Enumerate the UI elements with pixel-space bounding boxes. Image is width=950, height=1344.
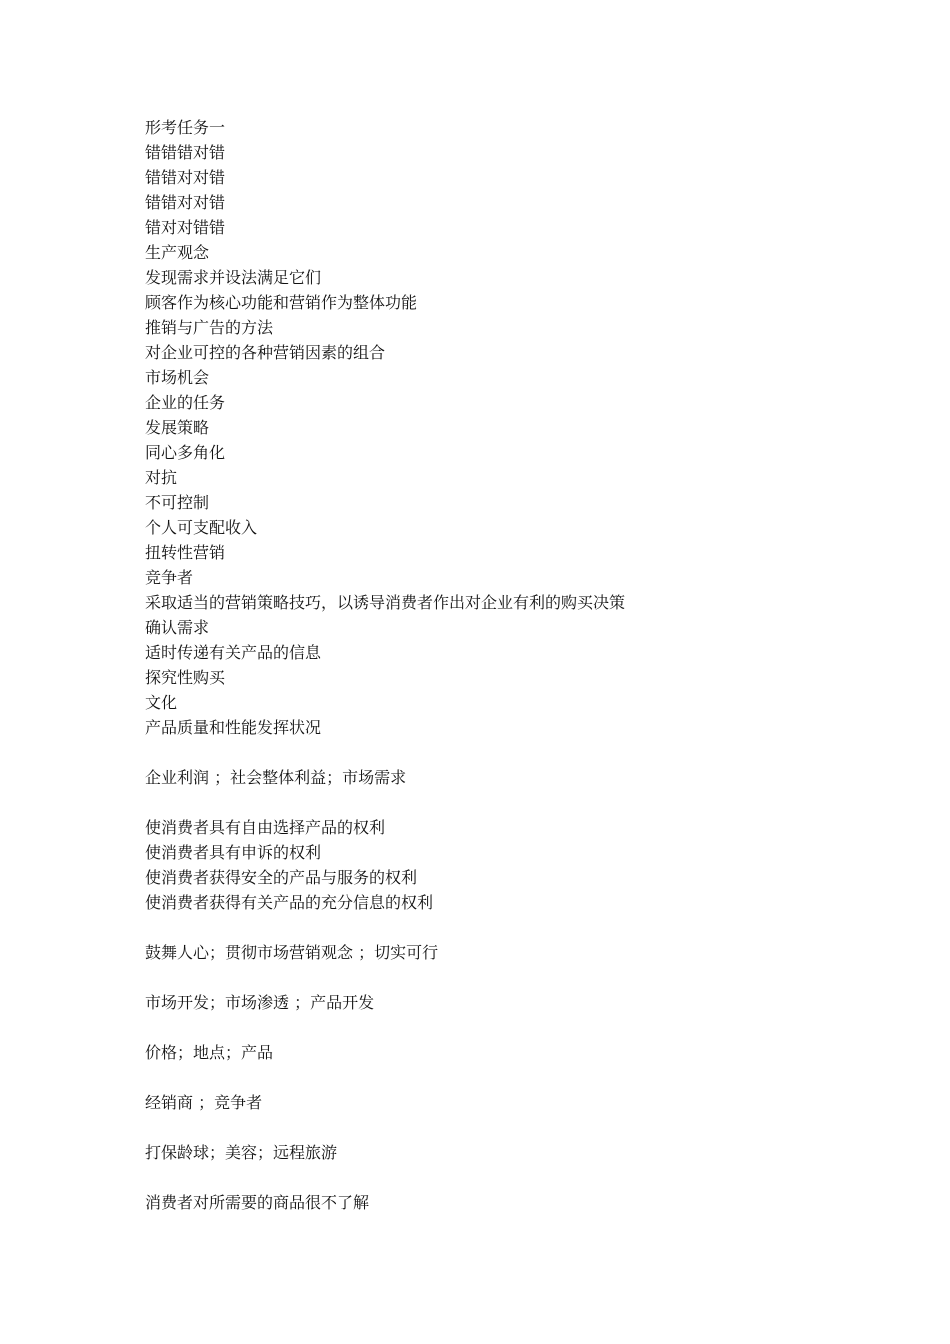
blank-line (145, 1065, 905, 1090)
text-line: 对企业可控的各种营销因素的组合 (145, 343, 386, 362)
text-line: 顾客作为核心功能和营销作为整体功能 (145, 293, 418, 312)
blank-line (145, 1165, 905, 1190)
text-line: 竞争者 (145, 568, 194, 587)
text-line: 不可控制 (145, 493, 210, 512)
blank-line (145, 740, 905, 765)
blank-line (145, 965, 905, 990)
text-line: 错错错对错 (145, 143, 226, 162)
text-line: 生产观念 (145, 243, 210, 262)
text-line: 对抗 (145, 468, 178, 487)
blank-line (145, 1115, 905, 1140)
text-line: 个人可支配收入 (145, 518, 258, 537)
text-line: 使消费者具有申诉的权利 (145, 843, 322, 862)
text-line: 使消费者获得有关产品的充分信息的权利 (145, 893, 434, 912)
text-line: 错对对错错 (145, 218, 226, 237)
document-body (145, 115, 905, 1215)
text-line: 发展策略 (145, 418, 210, 437)
text-line: 错错对对错 (145, 193, 226, 212)
text-line: 鼓舞人心；贯彻市场营销观念 ；切实可行 (145, 943, 439, 962)
text-line: 经销商 ；竞争者 (145, 1093, 263, 1112)
text-line: 采取适当的营销策略技巧，以诱导消费者作出对企业有利的购买决策 (145, 593, 626, 612)
blank-line (145, 790, 905, 815)
text-line: 打保龄球；美容；远程旅游 (145, 1143, 338, 1162)
text-line: 企业利润 ；社会整体利益；市场需求 (145, 768, 407, 787)
text-line: 产品质量和性能发挥状况 (145, 718, 322, 737)
text-line: 推销与广告的方法 (145, 318, 274, 337)
text-line: 文化 (145, 693, 178, 712)
text-line: 市场机会 (145, 368, 210, 387)
text-line: 探究性购买 (145, 668, 226, 687)
blank-line (145, 1015, 905, 1040)
text-line: 扭转性营销 (145, 543, 226, 562)
document-title: 形考任务一 (145, 118, 226, 137)
text-line: 企业的任务 (145, 393, 226, 412)
text-line: 错错对对错 (145, 168, 226, 187)
text-line: 价格；地点；产品 (145, 1043, 274, 1062)
text-line: 消费者对所需要的商品很不了解 (145, 1193, 370, 1212)
text-line: 市场开发；市场渗透 ；产品开发 (145, 993, 375, 1012)
blank-line (145, 915, 905, 940)
text-line: 适时传递有关产品的信息 (145, 643, 322, 662)
text-line: 发现需求并设法满足它们 (145, 268, 322, 287)
text-line: 确认需求 (145, 618, 210, 637)
text-line: 使消费者获得安全的产品与服务的权利 (145, 868, 418, 887)
text-line: 同心多角化 (145, 443, 226, 462)
text-line: 使消费者具有自由选择产品的权利 (145, 818, 386, 837)
